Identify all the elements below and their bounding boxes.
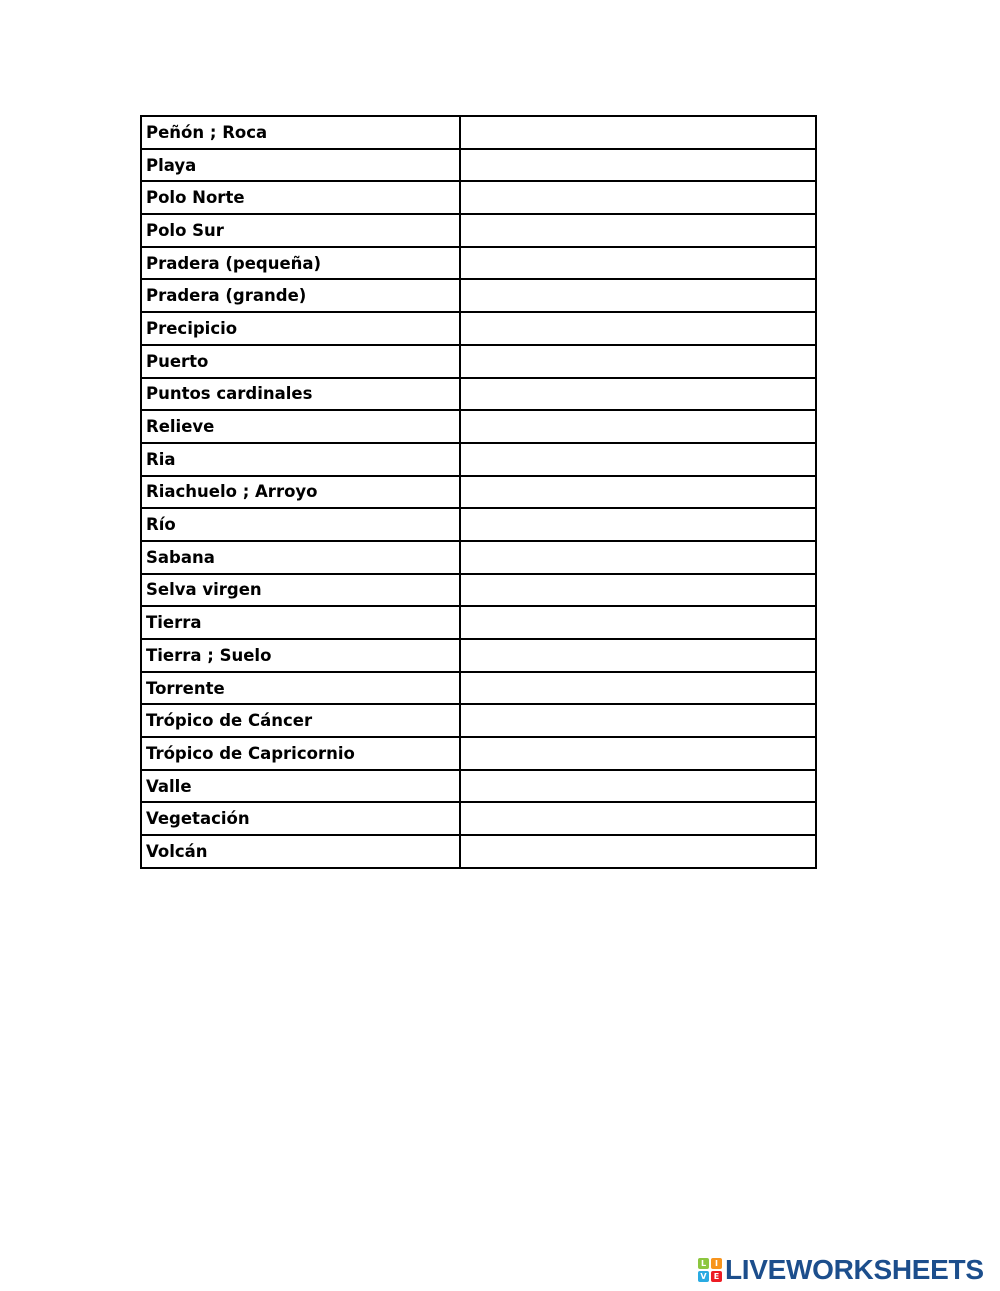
table-row — [141, 802, 816, 835]
answer-cell[interactable] — [460, 606, 816, 639]
term-cell: Sabana — [141, 541, 460, 574]
table-row — [141, 279, 816, 312]
logo-block-l: L — [698, 1258, 709, 1269]
answer-cell[interactable] — [460, 378, 816, 411]
table-row — [141, 181, 816, 214]
answer-cell[interactable] — [460, 541, 816, 574]
term-cell: Riachuelo ; Arroyo — [141, 476, 460, 509]
answer-cell[interactable] — [460, 410, 816, 443]
term-cell: Peñón ; Roca — [141, 116, 460, 149]
answer-cell[interactable] — [460, 639, 816, 672]
term-cell: Trópico de Cáncer — [141, 704, 460, 737]
table-row — [141, 835, 816, 868]
table-row — [141, 476, 816, 509]
term-cell: Precipicio — [141, 312, 460, 345]
vocabulary-table-body — [141, 116, 816, 868]
table-row — [141, 574, 816, 607]
term-cell: Playa — [141, 149, 460, 182]
answer-cell[interactable] — [460, 247, 816, 280]
term-cell: Río — [141, 508, 460, 541]
table-row — [141, 410, 816, 443]
table-row — [141, 116, 816, 149]
vocabulary-table — [140, 115, 817, 869]
table-row — [141, 214, 816, 247]
answer-cell[interactable] — [460, 737, 816, 770]
answer-cell[interactable] — [460, 214, 816, 247]
answer-cell[interactable] — [460, 116, 816, 149]
table-row — [141, 149, 816, 182]
logo-block-i: I — [711, 1258, 722, 1269]
term-cell: Pradera (pequeña) — [141, 247, 460, 280]
answer-cell[interactable] — [460, 279, 816, 312]
table-row — [141, 312, 816, 345]
answer-cell[interactable] — [460, 835, 816, 868]
term-cell: Polo Norte — [141, 181, 460, 214]
table-row — [141, 443, 816, 476]
logo-block-v: V — [698, 1271, 709, 1282]
table-row — [141, 606, 816, 639]
term-cell: Puntos cardinales — [141, 378, 460, 411]
table-row — [141, 378, 816, 411]
table-row — [141, 345, 816, 378]
term-cell: Torrente — [141, 672, 460, 705]
term-cell: Ria — [141, 443, 460, 476]
table-row — [141, 672, 816, 705]
term-cell: Valle — [141, 770, 460, 803]
answer-cell[interactable] — [460, 443, 816, 476]
table-row — [141, 541, 816, 574]
answer-cell[interactable] — [460, 802, 816, 835]
answer-cell[interactable] — [460, 149, 816, 182]
answer-cell[interactable] — [460, 476, 816, 509]
term-cell: Tierra ; Suelo — [141, 639, 460, 672]
logo-block-e: E — [711, 1271, 722, 1282]
answer-cell[interactable] — [460, 508, 816, 541]
term-cell: Selva virgen — [141, 574, 460, 607]
answer-cell[interactable] — [460, 312, 816, 345]
answer-cell[interactable] — [460, 770, 816, 803]
answer-cell[interactable] — [460, 345, 816, 378]
term-cell: Tierra — [141, 606, 460, 639]
answer-cell[interactable] — [460, 574, 816, 607]
logo-wordmark: LIVEWORKSHEETS — [725, 1254, 984, 1285]
table-row — [141, 639, 816, 672]
term-cell: Relieve — [141, 410, 460, 443]
term-cell: Puerto — [141, 345, 460, 378]
table-row — [141, 247, 816, 280]
answer-cell[interactable] — [460, 181, 816, 214]
liveworksheets-logo — [698, 1256, 984, 1284]
live-blocks-icon — [698, 1258, 722, 1282]
term-cell: Vegetación — [141, 802, 460, 835]
term-cell: Polo Sur — [141, 214, 460, 247]
table-row — [141, 737, 816, 770]
table-row — [141, 704, 816, 737]
answer-cell[interactable] — [460, 672, 816, 705]
term-cell: Trópico de Capricornio — [141, 737, 460, 770]
term-cell: Volcán — [141, 835, 460, 868]
table-row — [141, 508, 816, 541]
answer-cell[interactable] — [460, 704, 816, 737]
term-cell: Pradera (grande) — [141, 279, 460, 312]
table-row — [141, 770, 816, 803]
